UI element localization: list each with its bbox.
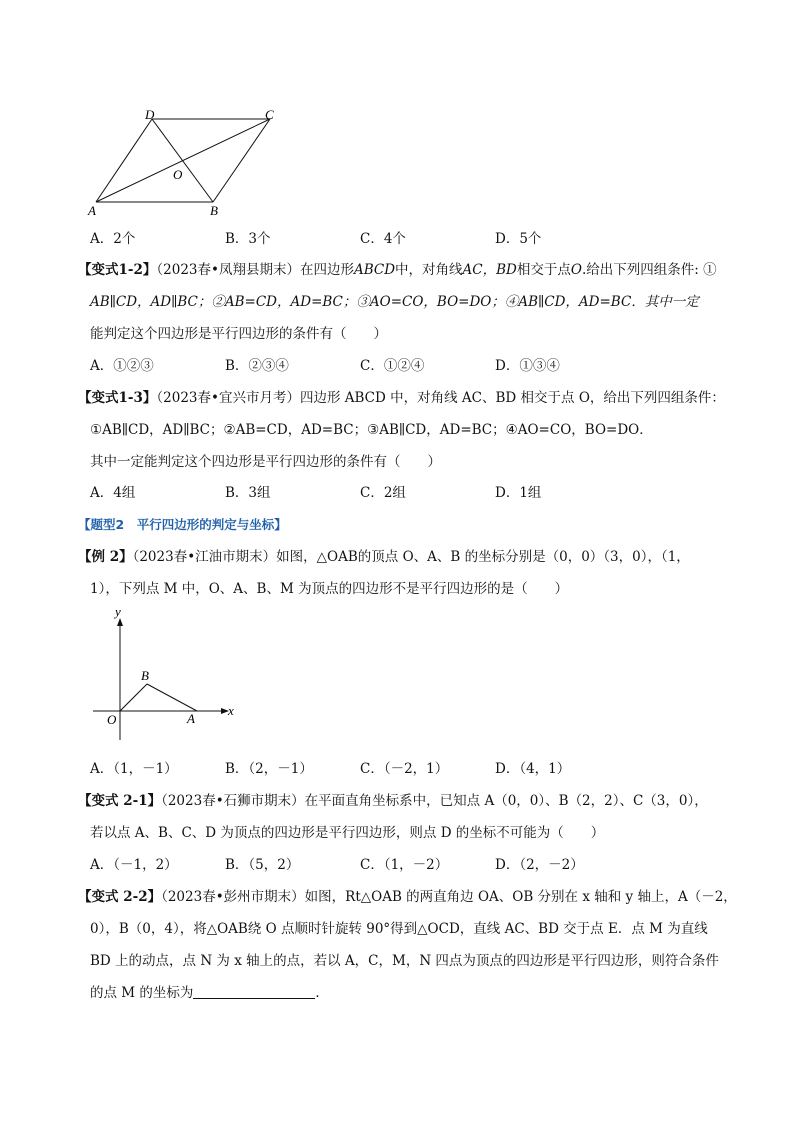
label-x: x [228,703,234,718]
v12-text: 中，对角线 [395,262,463,278]
ex2-text: （2023春•江油市期末）如图，△OAB的顶点 O、A、B 的坐标分别是（0，0）（3，0），（1， [132,549,690,565]
v22-line4-end: ． [315,985,329,1001]
v12-option-d: D．①③④ [495,358,560,374]
v21-line2: 若以点 A、B、C、D 为顶点的四边形是平行四边形，则点 D 的坐标不可能为（ ） [90,825,605,841]
ex2-option-b: B．（2，－1） [225,761,313,777]
v12-line1 [78,261,717,279]
type2-heading: 【题型2 平行四边形的判定与坐标】 [78,517,287,532]
label-o: O [107,712,117,727]
v13-option-d: D．1组 [495,485,542,501]
v21-option-c: C．（1，－2） [360,857,449,873]
v21-option-a: A．（－1，2） [90,857,178,873]
v22-tag: 【变式 2-2】 [78,889,162,905]
v12-tag: 【变式1-2】 [78,262,157,278]
v21-text: （2023春•石狮市期末）在平面直角坐标系中，已知点 A（0，0）、B（2，2）、C（3，0）， [161,793,708,809]
label-c: C [265,107,274,122]
v13-option-a: A．4组 [90,485,136,501]
v13-line2: ①AB∥CD，AD∥BC；②AB=CD，AD=BC；③AB∥CD，AD=BC；④AO=CO，BO=DO． [90,422,653,438]
v21-tag: 【变式 2-1】 [78,793,162,809]
v12-option-b: B．②③④ [225,358,289,374]
label-b: B [141,668,149,683]
label-o: O [173,167,183,182]
q1-option-a: A．2个 [90,231,136,247]
label-a: A [187,711,195,726]
side-bc [213,119,270,202]
v22-line1 [78,888,737,906]
side-da [96,119,152,202]
v13-source: （2023春•宜兴市月考） [156,390,300,406]
v21-option-d: D．（2，－2） [495,857,584,873]
y-axis-arrow [117,618,123,626]
ex2-line1 [78,548,690,566]
v12-text: 相交于点 [516,262,571,278]
q1-option-b: B．3个 [225,231,271,247]
ex2-option-c: C．（－2，1） [360,761,449,777]
v22-text: （2023春•彭州市期末）如图，Rt△OAB 的两直角边 OA、OB 分别在 x 轴和 y 轴上，A（－2， [161,889,737,905]
q1-option-d: D．5个 [495,231,542,247]
v22-line4 [90,984,329,1002]
answer-blank[interactable] [193,984,315,999]
parallelogram-figure [80,105,295,220]
v12-option-a: A．①②③ [90,358,154,374]
v12-source: （2023春•凤翔县期末） [156,262,300,278]
v13-tag: 【变式1-3】 [78,390,157,406]
v13-line1 [78,389,725,407]
v12-line2: AB∥CD，AD∥BC；②AB=CD，AD=BC；③AO=CO，BO=DO；④AB∥CD，AD=BC．其中一定 [90,294,699,310]
v21-line1 [78,792,708,810]
v13-option-b: B．3组 [225,485,271,501]
v22-line2: 0），B（0，4），将△OAB绕 O 点顺时针旋转 90°得到△OCD，直线 AC、BD 交于点 E．点 M 为直线 [90,921,708,937]
v12-o: O [570,262,582,278]
ex2-tag: 【例 2】 [78,549,133,565]
label-d: D [145,107,155,122]
diagonal-bd [152,119,213,202]
ex2-option-a: A．（1，－1） [90,761,178,777]
label-b: B [210,203,218,218]
v12-option-c: C．①②④ [360,358,425,374]
q1-option-c: C．4个 [360,231,406,247]
segment-ba [147,684,197,711]
label-y: y [115,604,121,619]
coordinate-figure [85,602,245,747]
v12-text: 在四边形 [299,262,354,278]
v13-text: 四边形 ABCD 中，对角线 AC、BD 相交于点 O，给出下列四组条件： [299,390,725,406]
v22-line3: BD 上的动点，点 N 为 x 轴上的点，若以 A，C，M，N 四点为顶点的四边形是平行四边形，则符合条件 [90,953,719,969]
v13-option-c: C．2组 [360,485,406,501]
segment-ob [120,684,147,711]
v12-acbd: AC，BD [462,262,517,278]
v22-line4-text: 的点 M 的坐标为 [90,985,194,1001]
ex2-line2: 1），下列点 M 中，O、A、B、M 为顶点的四边形不是平行四边形的是（ ） [90,581,569,597]
v12-abcd: ABCD [353,262,396,278]
label-a: A [88,203,96,218]
ex2-option-d: D．（4，1） [495,761,571,777]
v21-option-b: B．（5，2） [225,857,300,873]
v13-line3: 其中一定能判定这个四边形是平行四边形的条件有（ ） [90,454,441,470]
v12-line3: 能判定这个四边形是平行四边形的条件有（ ） [90,326,387,342]
v12-text: .给出下列四组条件: ① [581,262,717,278]
